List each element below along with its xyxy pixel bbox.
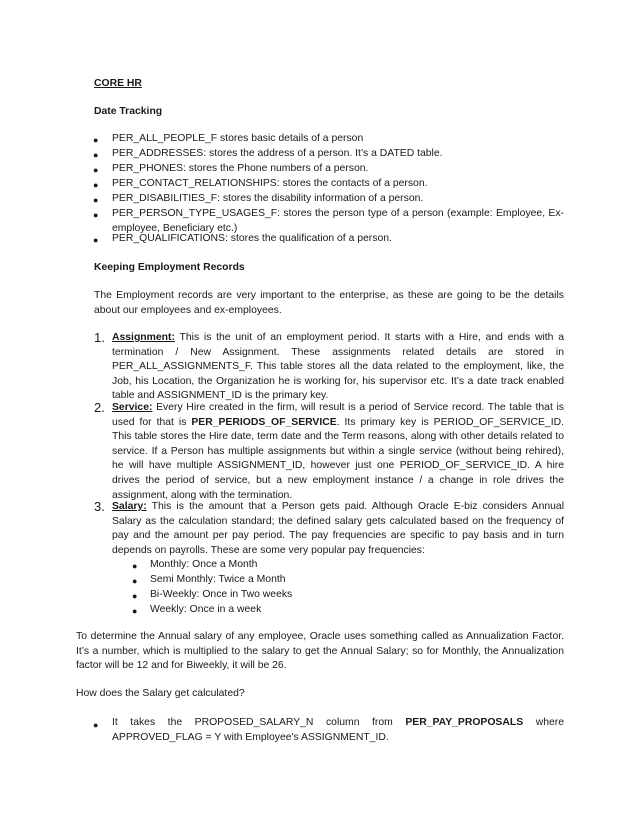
bullet-icon: ●: [93, 180, 99, 190]
calc-text-after: where APPROVED_FLAG = Y with Employee's ASSIGNMENT_ID.: [112, 717, 564, 743]
list-item: Monthly: Once a Month: [150, 559, 258, 570]
list-number: 1.: [94, 330, 105, 345]
list-item: Bi-Weekly: Once in Two weeks: [150, 589, 293, 600]
assignment-term: Assignment:: [112, 332, 175, 343]
service-text-after: . Its primary key is PERIOD_OF_SERVICE_ID. This table stores the Hire date, term date and the Term reasons, along with other details related to service. If a Person has multiple assignments but within a single service (without being rehired), he will have multiple ASSIGNMENT_ID, however just one PERIOD_OF_SERVICE_ID. A hire drives the period of service, but a new employment instance / a change in role drives the assignment, along with the termination.: [112, 416, 564, 501]
bullet-icon: ●: [132, 576, 138, 586]
document-title: CORE HR: [94, 78, 142, 89]
employment-intro: The Employment records are very important to the enterprise, as these are going to be the details about our employees and ex-employees.: [94, 290, 564, 316]
list-item: PER_PHONES: stores the Phone numbers of a person.: [112, 163, 369, 174]
list-item: Semi Monthly: Twice a Month: [150, 574, 286, 585]
list-item: PER_ALL_PEOPLE_F stores basic details of a person: [112, 133, 364, 144]
list-item: Weekly: Once in a week: [150, 604, 262, 615]
bullet-icon: ●: [132, 591, 138, 601]
bullet-icon: ●: [93, 195, 99, 205]
list-number: 3.: [94, 499, 105, 514]
list-item: PER_CONTACT_RELATIONSHIPS: stores the contacts of a person.: [112, 178, 428, 189]
list-item: PER_DISABILITIES_F: stores the disability information of a person.: [112, 193, 424, 204]
bullet-icon: ●: [93, 235, 99, 245]
calc-text: It takes the PROPOSED_SALARY_N column from: [112, 717, 406, 728]
service-term: Service:: [112, 402, 153, 413]
pay-proposals-table: PER_PAY_PROPOSALS: [405, 717, 524, 728]
bullet-icon: ●: [93, 165, 99, 175]
service-table-name: PER_PERIODS_OF_SERVICE: [191, 416, 337, 428]
annualization-paragraph: To determine the Annual salary of any employee, Oracle uses something called as Annualization Factor. It’s a number, which is multiplied to the salary to get the Annual Salary; so for Monthly, the Annualization factor will be 12 and for Biweekly, it will be 26.: [76, 631, 564, 672]
bullet-icon: ●: [93, 210, 99, 220]
list-item: PER_ADDRESSES: stores the address of a person. It’s a DATED table.: [112, 148, 443, 159]
bullet-icon: ●: [132, 606, 138, 616]
service-item: [112, 401, 564, 503]
bullet-icon: ●: [132, 561, 138, 571]
list-number: 2.: [94, 400, 105, 415]
employment-heading: Keeping Employment Records: [94, 262, 245, 273]
bullet-icon: ●: [93, 150, 99, 160]
salary-text: This is the amount that a Person gets paid. Although Oracle E-biz considers Annual Salary as the calculation standard; the defined salary gets calculated based on the frequency of pay and the amount per pay period. The pay frequencies are specific to pay basis and in turn depends on payrolls. These are some very popular pay frequencies:: [112, 501, 564, 556]
list-item: PER_PERSON_TYPE_USAGES_F: stores the person type of a person (example: Employee, Ex-employee, Beneficiary etc.): [112, 208, 564, 234]
date-tracking-heading: Date Tracking: [94, 106, 163, 117]
calc-item: [112, 716, 564, 745]
salary-item: [112, 500, 564, 558]
service-text: Every Hire created in the firm, will result is a period of Service record. The table that is used for that is: [112, 402, 564, 428]
bullet-icon: ●: [93, 720, 99, 730]
assignment-item: [112, 331, 564, 404]
salary-term: Salary:: [112, 501, 147, 512]
assignment-text: This is the unit of an employment period. It starts with a Hire, and ends with a termination / New Assignment. These assignments related details are stored in PER_ALL_ASSIGNMENTS_F. This table stores all the data related to the employment, like, the Job, his Location, the Organization he is working for, his supervisor etc. It’s a date track enabled table and ASSIGNMENT_ID is the primary key.: [112, 332, 564, 402]
list-item: PER_QUALIFICATIONS: stores the qualification of a person.: [112, 233, 392, 244]
bullet-icon: ●: [93, 135, 99, 145]
calc-question: How does the Salary get calculated?: [76, 688, 245, 699]
